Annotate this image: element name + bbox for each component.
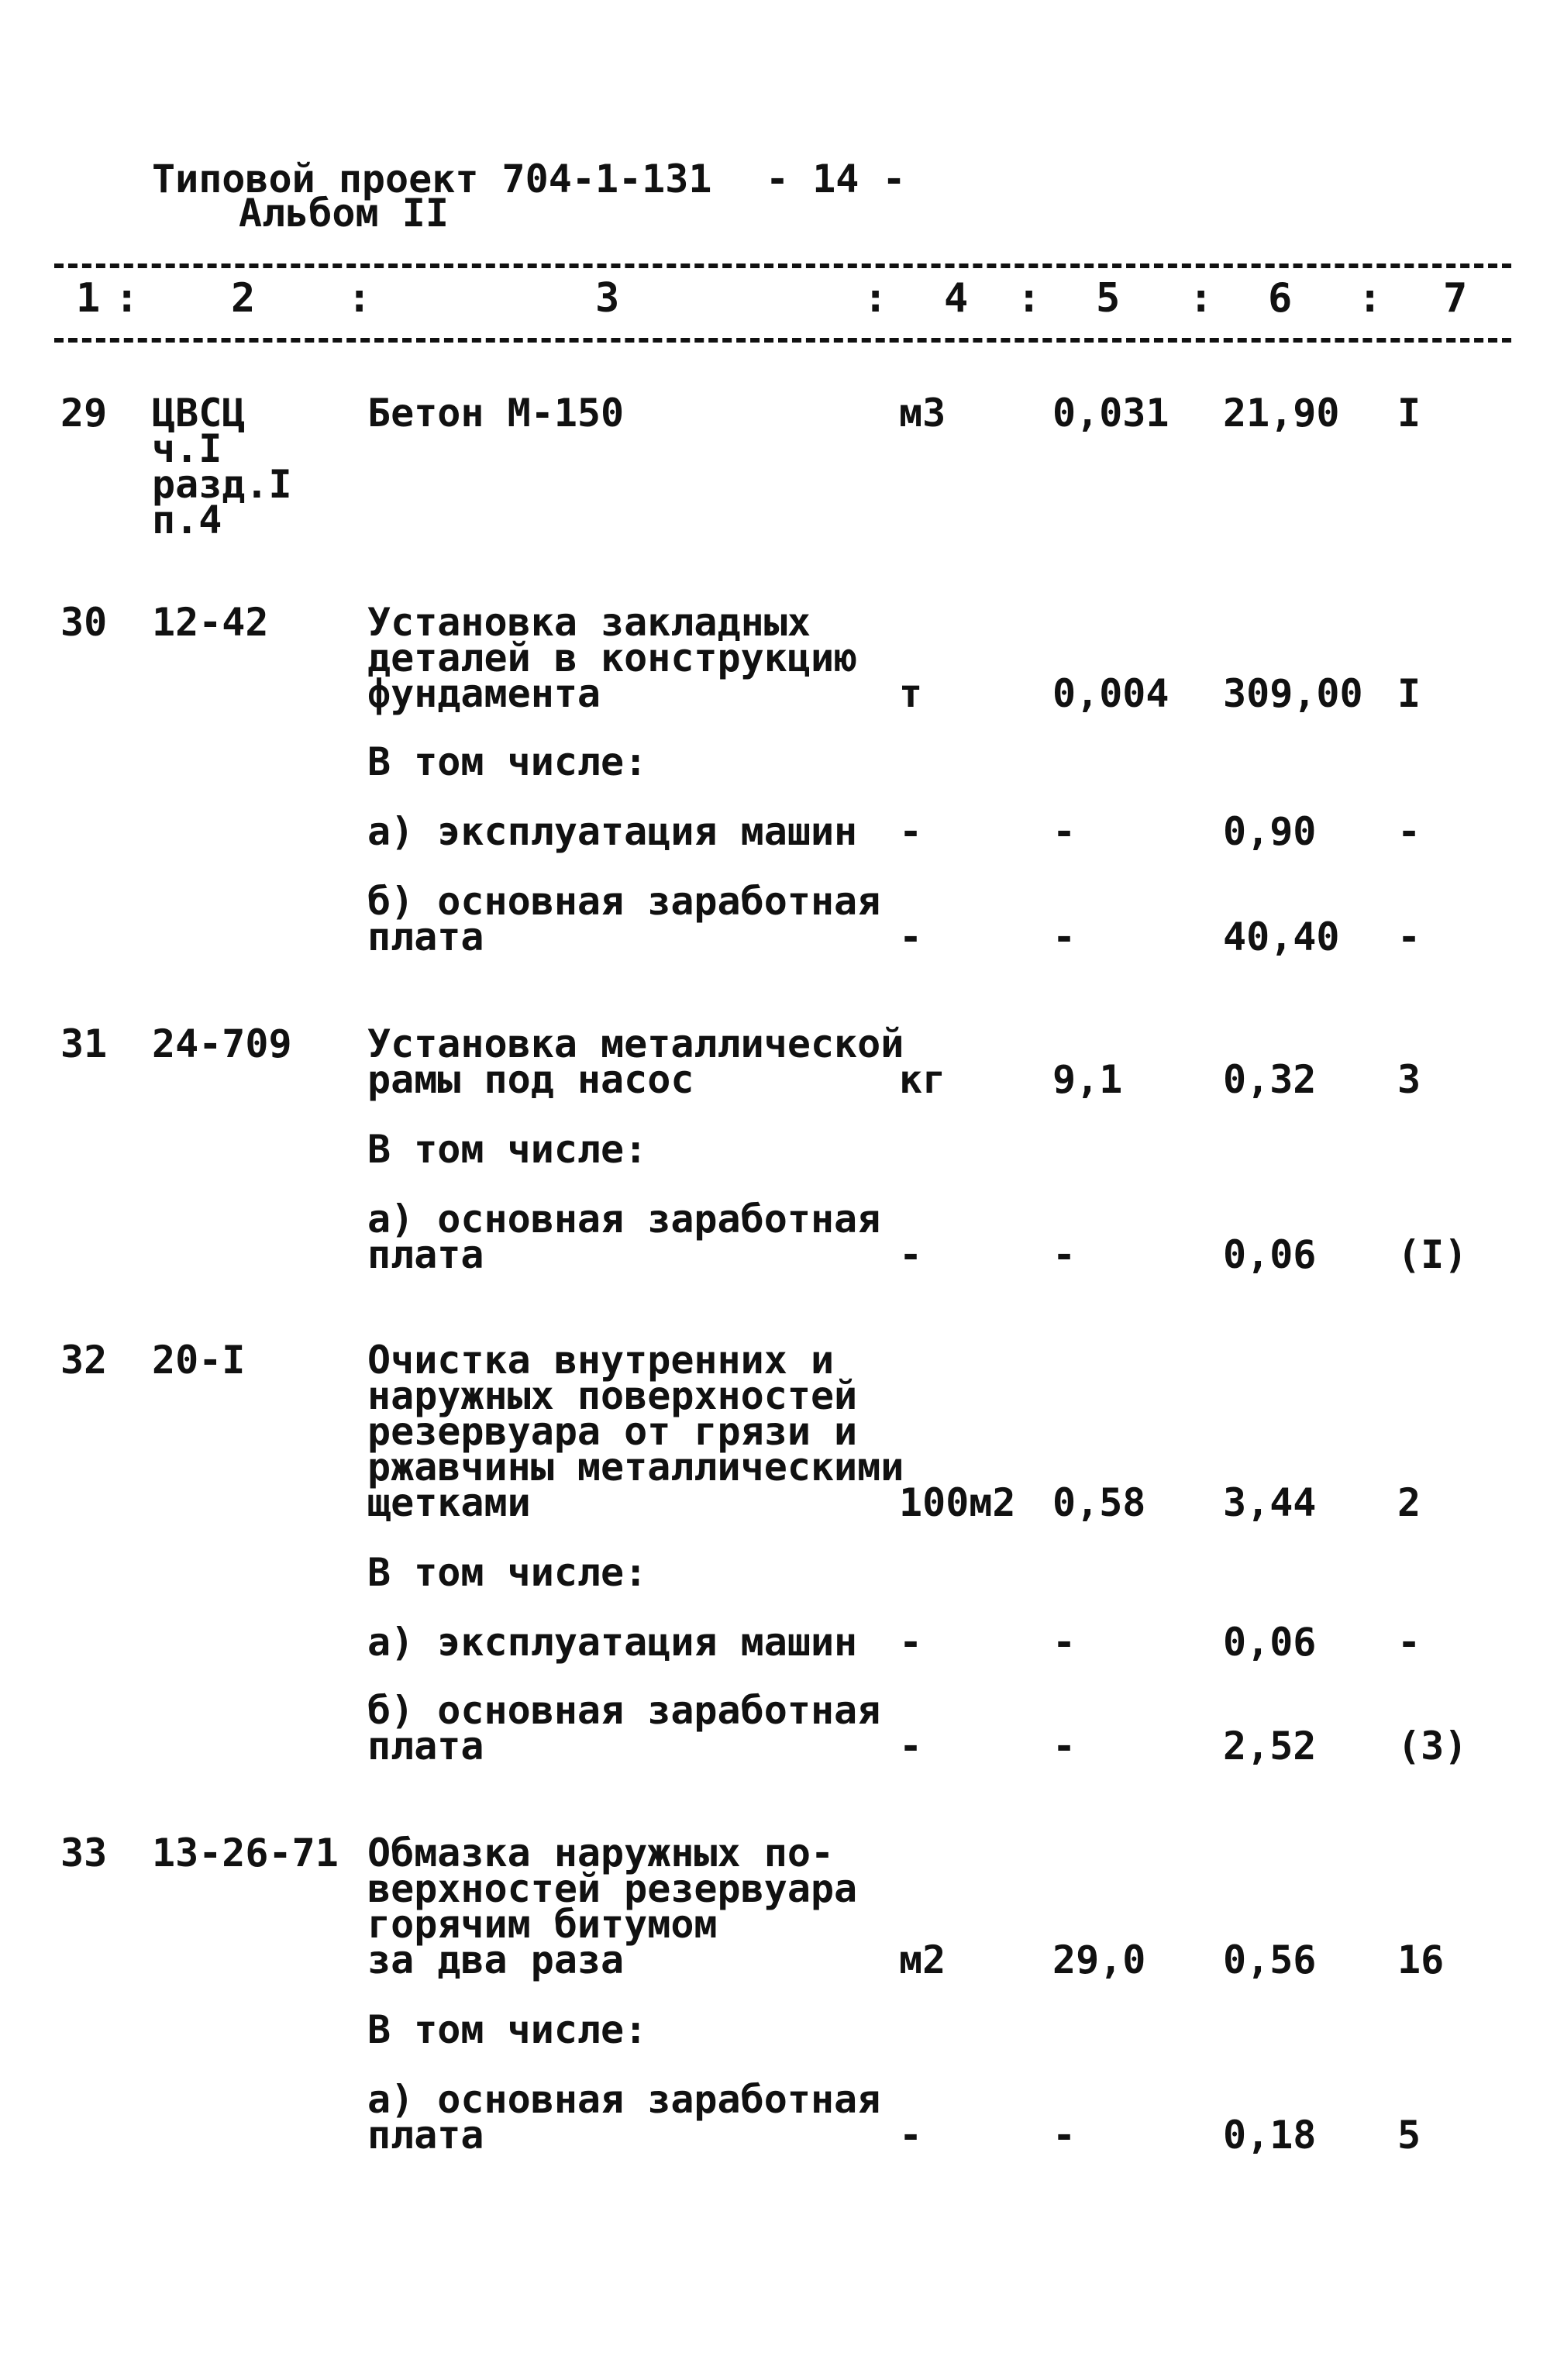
unit: кг [899, 1057, 946, 1102]
unit: - [899, 1232, 923, 1277]
quantity: - [1052, 1232, 1076, 1277]
quantity: - [1052, 1620, 1076, 1665]
col-sep-6: : [1358, 275, 1383, 322]
work-name: б) основная заработная плата [367, 1688, 881, 1769]
unit: - [899, 1620, 923, 1665]
row-number: 33 [60, 1831, 108, 1875]
unit-price: 0,90 [1223, 809, 1317, 854]
work-name: В том числе: [367, 2007, 648, 2052]
norm-code: 20-I [152, 1338, 246, 1383]
col-num-6: 6 [1268, 275, 1293, 322]
work-name: Бетон М-150 [367, 391, 625, 436]
work-name: а) основная заработная плата [367, 1197, 881, 1277]
row-number: 31 [60, 1021, 108, 1066]
col-num-2: 2 [231, 275, 256, 322]
column-7-value: 5 [1397, 2113, 1421, 2158]
work-name: В том числе: [367, 1127, 648, 1172]
work-name: В том числе: [367, 1550, 648, 1595]
unit-price: 309,00 [1223, 671, 1363, 716]
unit-price: 2,52 [1223, 1724, 1317, 1769]
col-sep-2: : [347, 275, 372, 322]
column-7-value: - [1397, 914, 1421, 959]
album-title: Альбом II [239, 191, 449, 236]
work-name: а) основная заработная плата [367, 2077, 881, 2158]
work-name: В том числе: [367, 739, 648, 784]
quantity: 29,0 [1052, 1937, 1146, 1982]
unit: м2 [899, 1937, 946, 1982]
work-name: а) эксплуатация машин [367, 809, 858, 854]
work-name: б) основная заработная плата [367, 879, 881, 959]
unit-price: 40,40 [1223, 914, 1340, 959]
unit: - [899, 914, 923, 959]
col-num-5: 5 [1096, 275, 1121, 322]
unit-price: 0,06 [1223, 1620, 1317, 1665]
unit-price: 3,44 [1223, 1480, 1317, 1525]
row-number: 29 [60, 391, 108, 436]
quantity: - [1052, 809, 1076, 854]
unit: - [899, 2113, 923, 2158]
column-7-value: (3) [1397, 1724, 1468, 1769]
quantity: - [1052, 2113, 1076, 2158]
unit: 100м2 [899, 1480, 1016, 1525]
norm-code: ЦВСЦ ч.I разд.I п.4 [152, 391, 292, 542]
col-num-4: 4 [944, 275, 969, 322]
column-7-value: I [1397, 391, 1421, 436]
norm-code: 12-42 [152, 600, 269, 645]
norm-code: 24-709 [152, 1021, 292, 1066]
unit-price: 0,32 [1223, 1057, 1317, 1102]
project-title: Типовой проект 704-1-131 [152, 157, 712, 201]
work-name: Очистка внутренних и наружных поверхностей резервуара от грязи и ржавчины металлическими щетками [367, 1338, 904, 1525]
unit-price: 0,18 [1223, 2113, 1317, 2158]
column-7-value: (I) [1397, 1232, 1468, 1277]
quantity: - [1052, 1724, 1076, 1769]
col-sep-5: : [1189, 275, 1214, 322]
unit: м3 [899, 391, 946, 436]
unit: т [899, 671, 923, 716]
row-number: 32 [60, 1338, 108, 1383]
col-num-3: 3 [595, 275, 620, 322]
quantity: 0,004 [1052, 671, 1169, 716]
column-7-value: 16 [1397, 1937, 1445, 1982]
column-7-value: I [1397, 671, 1421, 716]
column-7-value: 2 [1397, 1480, 1421, 1525]
col-sep-3: : [863, 275, 888, 322]
quantity: 0,58 [1052, 1480, 1146, 1525]
col-num-7: 7 [1443, 275, 1468, 322]
unit: - [899, 809, 923, 854]
quantity: 9,1 [1052, 1057, 1123, 1102]
page-number: - 14 - [766, 157, 906, 201]
unit-price: 21,90 [1223, 391, 1340, 436]
row-number: 30 [60, 600, 108, 645]
col-num-1: 1 [76, 275, 101, 322]
column-7-value: 3 [1397, 1057, 1421, 1102]
header-bottom-rule [54, 338, 1511, 343]
unit-price: 0,56 [1223, 1937, 1317, 1982]
col-sep-4: : [1017, 275, 1042, 322]
work-name: Установка закладных деталей в конструкцию фундамента [367, 600, 858, 716]
quantity: - [1052, 914, 1076, 959]
work-name: а) эксплуатация машин [367, 1620, 858, 1665]
unit: - [899, 1724, 923, 1769]
work-name: Обмазка наружных по- верхностей резервуара горячим битумом за два раза [367, 1831, 858, 1982]
work-name: Установка металлической рамы под насос [367, 1021, 904, 1102]
col-sep-1: : [115, 275, 140, 322]
quantity: 0,031 [1052, 391, 1169, 436]
header-top-rule [54, 263, 1511, 268]
column-7-value: - [1397, 1620, 1421, 1665]
unit-price: 0,06 [1223, 1232, 1317, 1277]
column-7-value: - [1397, 809, 1421, 854]
norm-code: 13-26-71 [152, 1831, 339, 1875]
